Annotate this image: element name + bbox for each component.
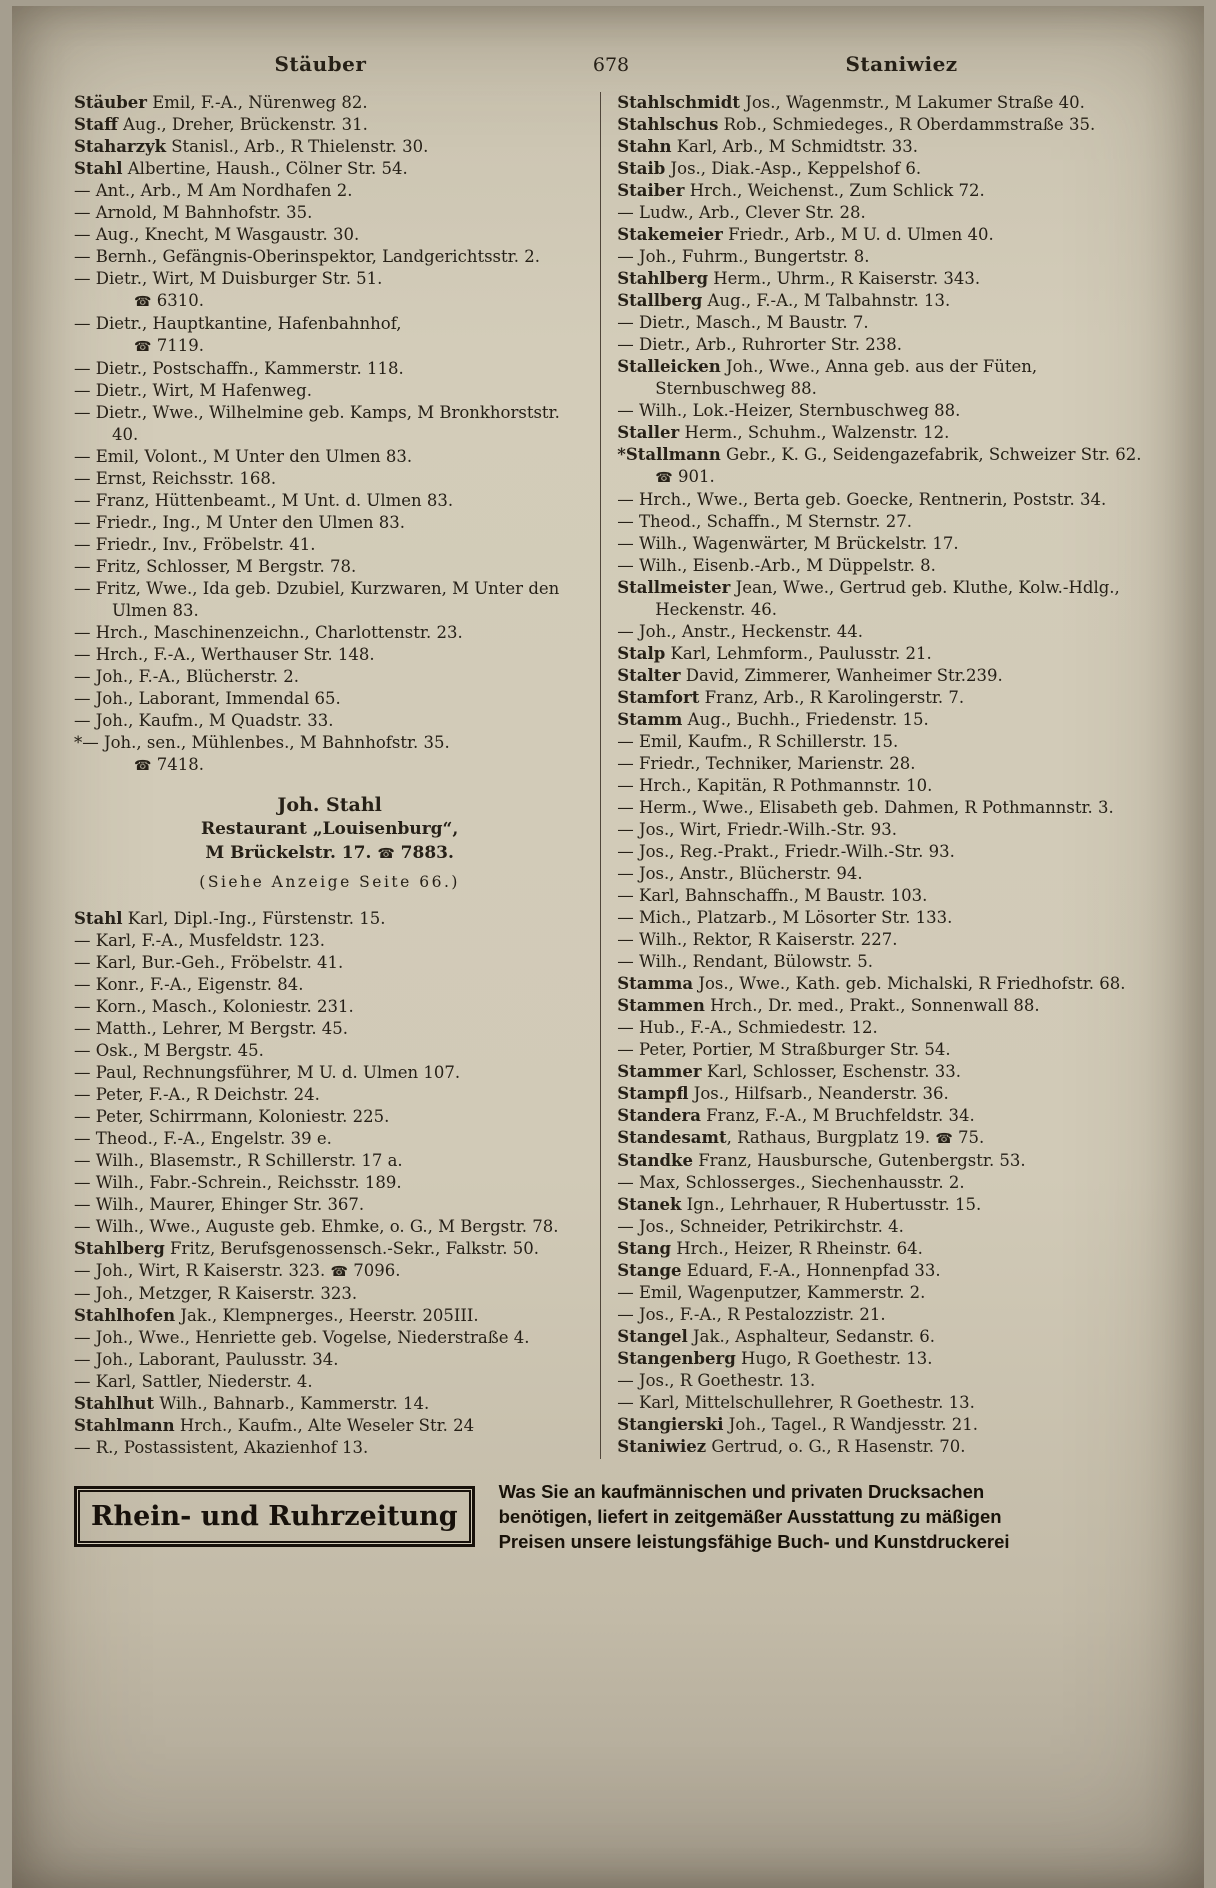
surname: Stahlberg bbox=[617, 269, 709, 288]
directory-entry: — Fritz, Wwe., Ida geb. Dzubiel, Kurzwaren, M Unter den Ulmen 83. bbox=[74, 579, 560, 620]
surname: Standesamt bbox=[617, 1128, 727, 1147]
surname: Stamfort bbox=[617, 688, 700, 707]
directory-entry: — Peter, F.-A., R Deichstr. 24. bbox=[74, 1085, 320, 1104]
directory-entry: *Stallmann Gebr., K. G., Seidengazefabrik, Schweizer Str. 62. ☎ 901. bbox=[617, 445, 1142, 486]
directory-entry: — Wilh., Wagenwärter, M Brückelstr. 17. bbox=[617, 534, 959, 553]
directory-entry: — Joh., Fuhrm., Bungertstr. 8. bbox=[617, 247, 870, 266]
page-header bbox=[74, 52, 1148, 76]
directory-entry: Stammen Hrch., Dr. med., Prakt., Sonnenwall 88. bbox=[617, 996, 1040, 1015]
directory-entry: Stangierski Joh., Tagel., R Wandjesstr. 21. bbox=[617, 1415, 978, 1434]
directory-entry: — Friedr., Techniker, Marienstr. 28. bbox=[617, 754, 916, 773]
directory-entry: — Jos., Schneider, Petrikirchstr. 4. bbox=[617, 1217, 904, 1236]
surname: Staharzyk bbox=[74, 137, 166, 156]
directory-entry: Stahlschus Rob., Schmiedeges., R Oberdammstraße 35. bbox=[617, 115, 1096, 134]
directory-entry: Stallmeister Jean, Wwe., Gertrud geb. Kluthe, Kolw.-Hdlg., Heckenstr. 46. bbox=[617, 578, 1120, 619]
surname: Stange bbox=[617, 1261, 682, 1280]
directory-entry: Standesamt, Rathaus, Burgplatz 19. ☎ 75. bbox=[617, 1128, 985, 1147]
left-column-title: Stäuber bbox=[274, 52, 367, 76]
ad-text-line: benötigen, liefert in zeitgemäßer Ausstattung zu mäßigen bbox=[498, 1506, 1002, 1527]
surname: Stahlhut bbox=[74, 1394, 155, 1413]
phone-icon: ☎ bbox=[935, 1131, 953, 1147]
surname: Stallberg bbox=[617, 291, 703, 310]
directory-entry: — Jos., F.-A., R Pestalozzistr. 21. bbox=[617, 1305, 886, 1324]
surname: Stamm bbox=[617, 710, 683, 729]
directory-entry: Stalp Karl, Lehmform., Paulusstr. 21. bbox=[617, 644, 932, 663]
surname: Stahl bbox=[74, 909, 123, 928]
surname: Stammen bbox=[617, 996, 705, 1015]
directory-entry: — Jos., Reg.-Prakt., Friedr.-Wilh.-Str. 93. bbox=[617, 842, 955, 861]
surname: *Stallmann bbox=[617, 445, 721, 464]
directory-entry: Stammer Karl, Schlosser, Eschenstr. 33. bbox=[617, 1062, 961, 1081]
surname: Staib bbox=[617, 159, 666, 178]
directory-entry: — Hrch., Kapitän, R Pothmannstr. 10. bbox=[617, 776, 933, 795]
directory-entry: — Jos., R Goethestr. 13. bbox=[617, 1371, 816, 1390]
directory-entry: — Korn., Masch., Koloniestr. 231. bbox=[74, 997, 354, 1016]
directory-entry: Stahlberg Fritz, Berufsgenossensch.-Sekr., Falkstr. 50. bbox=[74, 1239, 540, 1258]
directory-entry: *— Joh., sen., Mühlenbes., M Bahnhofstr. 35. bbox=[74, 733, 450, 752]
directory-entry: Stampfl Jos., Hilfsarb., Neanderstr. 36. bbox=[617, 1084, 949, 1103]
directory-entry: Staiber Hrch., Weichenst., Zum Schlick 72. bbox=[617, 181, 985, 200]
featured-entry-line: Joh. Stahl bbox=[277, 794, 382, 816]
directory-entry: — Arnold, M Bahnhofstr. 35. bbox=[74, 203, 313, 222]
surname: Stallmeister bbox=[617, 578, 731, 597]
surname: Stalleicken bbox=[617, 357, 721, 376]
surname: Stahlhofen bbox=[74, 1306, 176, 1325]
directory-entry: — Dietr., Arb., Ruhrorter Str. 238. bbox=[617, 335, 902, 354]
directory-entry: — Mich., Platzarb., M Lösorter Str. 133. bbox=[617, 908, 953, 927]
phone-number-line: ☎ 6310. bbox=[134, 291, 204, 310]
directory-entry: Stäuber Emil, F.-A., Nürenweg 82. bbox=[74, 93, 368, 112]
surname: Stangierski bbox=[617, 1415, 724, 1434]
directory-entry: Stahlberg Herm., Uhrm., R Kaiserstr. 343. bbox=[617, 269, 981, 288]
surname: Stahlschus bbox=[617, 115, 719, 134]
directory-entry: — Hrch., Wwe., Berta geb. Goecke, Rentnerin, Poststr. 34. bbox=[617, 490, 1107, 509]
directory-entry: — Karl, Mittelschullehrer, R Goethestr. 13. bbox=[617, 1393, 975, 1412]
directory-entry: Stange Eduard, F.-A., Honnenpfad 33. bbox=[617, 1261, 941, 1280]
directory-entry: Stakemeier Friedr., Arb., M U. d. Ulmen 40. bbox=[617, 225, 994, 244]
surname: Standera bbox=[617, 1106, 701, 1125]
ad-text-line: Preisen unsere leistungsfähige Buch- und Kunstdruckerei bbox=[498, 1531, 1010, 1552]
surname: Stalp bbox=[617, 644, 666, 663]
directory-entry: — Dietr., Wwe., Wilhelmine geb. Kamps, M Bronkhorststr. 40. bbox=[74, 403, 560, 444]
directory-entry: — Bernh., Gefängnis-Oberinspektor, Landgerichtsstr. 2. bbox=[74, 247, 540, 266]
directory-entry: — Joh., F.-A., Blücherstr. 2. bbox=[74, 667, 299, 686]
directory-entry: — Joh., Wwe., Henriette geb. Vogelse, Niederstraße 4. bbox=[74, 1328, 530, 1347]
directory-entry: — Emil, Volont., M Unter den Ulmen 83. bbox=[74, 447, 413, 466]
directory-entry: Stahn Karl, Arb., M Schmidtstr. 33. bbox=[617, 137, 918, 156]
directory-entry: Stalter David, Zimmerer, Wanheimer Str.239. bbox=[617, 666, 1003, 685]
surname: Stahlmann bbox=[74, 1416, 175, 1435]
directory-entry: — Dietr., Masch., M Baustr. 7. bbox=[617, 313, 869, 332]
surname: Stamma bbox=[617, 974, 694, 993]
directory-entry: — Hrch., Maschinenzeichn., Charlottenstr. 23. bbox=[74, 623, 463, 642]
surname: Stäuber bbox=[74, 93, 147, 112]
directory-entry: — Dietr., Wirt, M Hafenweg. bbox=[74, 381, 312, 400]
directory-entry: Standera Franz, F.-A., M Bruchfeldstr. 34. bbox=[617, 1106, 975, 1125]
directory-entry: — Joh., Anstr., Heckenstr. 44. bbox=[617, 622, 864, 641]
directory-entry: — Ant., Arb., M Am Nordhafen 2. bbox=[74, 181, 353, 200]
directory-entry: — Joh., Laborant, Paulusstr. 34. bbox=[74, 1350, 339, 1369]
directory-entry: — Joh., Laborant, Immendal 65. bbox=[74, 689, 341, 708]
surname: Stangel bbox=[617, 1327, 688, 1346]
phone-icon: ☎ bbox=[134, 294, 152, 310]
directory-entry: Stang Hrch., Heizer, R Rheinstr. 64. bbox=[617, 1239, 923, 1258]
directory-entry: — Franz, Hüttenbeamt., M Unt. d. Ulmen 83. bbox=[74, 491, 454, 510]
directory-entry: — Wilh., Fabr.-Schrein., Reichsstr. 189. bbox=[74, 1173, 402, 1192]
directory-entry: — Aug., Knecht, M Wasgaustr. 30. bbox=[74, 225, 360, 244]
directory-entry: — Joh., Kaufm., M Quadstr. 33. bbox=[74, 711, 334, 730]
directory-entry: Stamfort Franz, Arb., R Karolingerstr. 7. bbox=[617, 688, 965, 707]
directory-entry: Staller Herm., Schuhm., Walzenstr. 12. bbox=[617, 423, 950, 442]
directory-entry: — Osk., M Bergstr. 45. bbox=[74, 1041, 264, 1060]
directory-entry: — Hub., F.-A., Schmiedestr. 12. bbox=[617, 1018, 878, 1037]
directory-entry: Staff Aug., Dreher, Brückenstr. 31. bbox=[74, 115, 368, 134]
surname: Stakemeier bbox=[617, 225, 723, 244]
directory-entry: — Fritz, Schlosser, M Bergstr. 78. bbox=[74, 557, 357, 576]
directory-entry: Staib Jos., Diak.-Asp., Keppelshof 6. bbox=[617, 159, 922, 178]
directory-entry: — Herm., Wwe., Elisabeth geb. Dahmen, R Pothmannstr. 3. bbox=[617, 798, 1114, 817]
featured-entry-line: Restaurant „Louisenburg“, bbox=[200, 819, 459, 839]
directory-entry: — Paul, Rechnungsführer, M U. d. Ulmen 107. bbox=[74, 1063, 461, 1082]
directory-entry: Stangel Jak., Asphalteur, Sedanstr. 6. bbox=[617, 1327, 935, 1346]
directory-entry: Stamm Aug., Buchh., Friedenstr. 15. bbox=[617, 710, 929, 729]
directory-page bbox=[12, 6, 1204, 1888]
featured-entry-line: (Siehe Anzeige Seite 66.) bbox=[199, 873, 460, 891]
directory-entry: — Theod., F.-A., Engelstr. 39 e. bbox=[74, 1129, 332, 1148]
directory-entry: — Ludw., Arb., Clever Str. 28. bbox=[617, 203, 866, 222]
surname: Stahl bbox=[74, 159, 123, 178]
directory-entry: — Karl, Sattler, Niederstr. 4. bbox=[74, 1372, 313, 1391]
directory-entry: — Emil, Kaufm., R Schillerstr. 15. bbox=[617, 732, 899, 751]
directory-entry: Stalleicken Joh., Wwe., Anna geb. aus der Füten, Sternbuschweg 88. bbox=[617, 357, 1038, 398]
phone-icon: ☎ bbox=[134, 758, 152, 774]
phone-icon: ☎ bbox=[377, 846, 395, 862]
directory-entry: — Dietr., Wirt, M Duisburger Str. 51. bbox=[74, 269, 383, 288]
page-number: 678 bbox=[592, 54, 630, 76]
directory-entry: — Joh., Metzger, R Kaiserstr. 323. bbox=[74, 1284, 358, 1303]
directory-entry: Staniwiez Gertrud, o. G., R Hasenstr. 70. bbox=[617, 1437, 966, 1456]
directory-entry: — Wilh., Maurer, Ehinger Str. 367. bbox=[74, 1195, 365, 1214]
directory-entry: Stahlhofen Jak., Klempnerges., Heerstr. 205III. bbox=[74, 1306, 479, 1325]
phone-number-line: ☎ 7418. bbox=[134, 755, 204, 774]
directory-entry: Stahlmann Hrch., Kaufm., Alte Weseler Str. 24 bbox=[74, 1416, 475, 1435]
directory-entry: — Max, Schlosserges., Siechenhausstr. 2. bbox=[617, 1173, 965, 1192]
directory-entry: — Friedr., Inv., Fröbelstr. 41. bbox=[74, 535, 316, 554]
directory-entry: — Jos., Anstr., Blücherstr. 94. bbox=[617, 864, 863, 883]
right-column bbox=[600, 92, 1148, 1459]
directory-entry: — Jos., Wirt, Friedr.-Wilh.-Str. 93. bbox=[617, 820, 898, 839]
directory-entry: — R., Postassistent, Akazienhof 13. bbox=[74, 1438, 369, 1457]
phone-icon: ☎ bbox=[330, 1264, 348, 1280]
advertisement bbox=[74, 1479, 1148, 1564]
directory-entry: Stahlhut Wilh., Bahnarb., Kammerstr. 14. bbox=[74, 1394, 430, 1413]
surname: Stammer bbox=[617, 1062, 702, 1081]
directory-entry: — Wilh., Rendant, Bülowstr. 5. bbox=[617, 952, 874, 971]
newspaper-logo: Rhein- und Ruhrzeitung bbox=[74, 1486, 475, 1547]
directory-entry: — Joh., Wirt, R Kaiserstr. 323. ☎ 7096. bbox=[74, 1261, 401, 1280]
ad-text-line: Was Sie an kaufmännischen und privaten Drucksachen bbox=[498, 1481, 985, 1502]
directory-entry: — Wilh., Rektor, R Kaiserstr. 227. bbox=[617, 930, 898, 949]
directory-entry: Stallberg Aug., F.-A., M Talbahnstr. 13. bbox=[617, 291, 951, 310]
surname: Staller bbox=[617, 423, 680, 442]
directory-entry: — Matth., Lehrer, M Bergstr. 45. bbox=[74, 1019, 349, 1038]
phone-number-line: ☎ 7119. bbox=[134, 336, 204, 355]
directory-entry: — Wilh., Eisenb.-Arb., M Düppelstr. 8. bbox=[617, 556, 936, 575]
directory-entry: Stanek Ign., Lehrhauer, R Hubertusstr. 15. bbox=[617, 1195, 982, 1214]
directory-entry: Stangenberg Hugo, R Goethestr. 13. bbox=[617, 1349, 933, 1368]
directory-entry: — Karl, F.-A., Musfeldstr. 123. bbox=[74, 931, 326, 950]
directory-entry: — Peter, Portier, M Straßburger Str. 54. bbox=[617, 1040, 951, 1059]
directory-entry: — Wilh., Wwe., Auguste geb. Ehmke, o. G., M Bergstr. 78. bbox=[74, 1217, 559, 1236]
directory-entry: — Friedr., Ing., M Unter den Ulmen 83. bbox=[74, 513, 406, 532]
surname: Stahn bbox=[617, 137, 672, 156]
directory-entry: Stamma Jos., Wwe., Kath. geb. Michalski, R Friedhofstr. 68. bbox=[617, 974, 1126, 993]
surname: Staiber bbox=[617, 181, 685, 200]
directory-columns bbox=[74, 92, 1148, 1459]
surname: Stalter bbox=[617, 666, 681, 685]
directory-entry: — Hrch., F.-A., Werthauser Str. 148. bbox=[74, 645, 375, 664]
directory-entry: — Ernst, Reichsstr. 168. bbox=[74, 469, 277, 488]
featured-entry-line: M Brückelstr. 17. ☎ 7883. bbox=[205, 843, 454, 863]
phone-icon: ☎ bbox=[134, 339, 152, 355]
directory-entry: Standke Franz, Hausbursche, Gutenbergstr. 53. bbox=[617, 1151, 1026, 1170]
directory-entry: Stahlschmidt Jos., Wagenmstr., M Lakumer Straße 40. bbox=[617, 93, 1085, 112]
directory-entry: Stahl Karl, Dipl.-Ing., Fürstenstr. 15. bbox=[74, 909, 386, 928]
surname: Stahlschmidt bbox=[617, 93, 740, 112]
surname: Stampfl bbox=[617, 1084, 689, 1103]
left-column bbox=[74, 92, 600, 1459]
directory-entry: — Dietr., Hauptkantine, Hafenbahnhof, bbox=[74, 314, 402, 333]
featured-entry bbox=[74, 793, 585, 894]
surname: Staniwiez bbox=[617, 1437, 707, 1456]
directory-entry: — Theod., Schaffn., M Sternstr. 27. bbox=[617, 512, 912, 531]
surname: Stanek bbox=[617, 1195, 682, 1214]
directory-entry: — Karl, Bahnschaffn., M Baustr. 103. bbox=[617, 886, 928, 905]
directory-entry: — Konr., F.-A., Eigenstr. 84. bbox=[74, 975, 304, 994]
right-column-title: Staniwiez bbox=[845, 52, 958, 76]
directory-entry: — Karl, Bur.-Geh., Fröbelstr. 41. bbox=[74, 953, 344, 972]
directory-entry: — Emil, Wagenputzer, Kammerstr. 2. bbox=[617, 1283, 926, 1302]
surname: Stahlberg bbox=[74, 1239, 165, 1258]
surname: Stangenberg bbox=[617, 1349, 736, 1368]
directory-entry: — Wilh., Blasemstr., R Schillerstr. 17 a. bbox=[74, 1151, 403, 1170]
phone-icon: ☎ bbox=[655, 470, 673, 486]
directory-entry: Stahl Albertine, Haush., Cölner Str. 54. bbox=[74, 159, 408, 178]
directory-entry: — Peter, Schirrmann, Koloniestr. 225. bbox=[74, 1107, 390, 1126]
surname: Stang bbox=[617, 1239, 672, 1258]
directory-entry: — Wilh., Lok.-Heizer, Sternbuschweg 88. bbox=[617, 401, 961, 420]
ad-text bbox=[499, 1479, 1010, 1554]
directory-entry: — Dietr., Postschaffn., Kammerstr. 118. bbox=[74, 359, 404, 378]
surname: Staff bbox=[74, 115, 118, 134]
directory-entry: Staharzyk Stanisl., Arb., R Thielenstr. 30. bbox=[74, 137, 429, 156]
surname: Standke bbox=[617, 1151, 693, 1170]
